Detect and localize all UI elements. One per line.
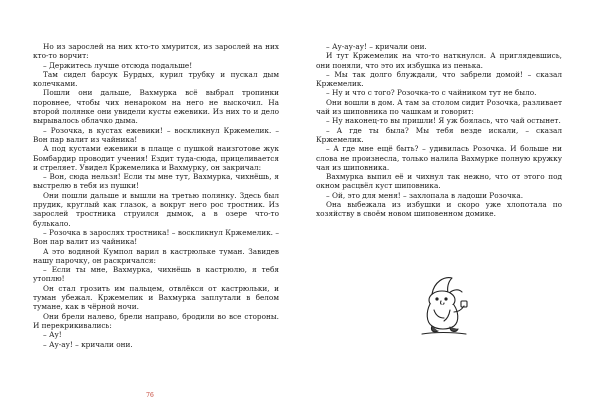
paragraph: Они пошли дальше и вышли на третью полянку. Здесь был прудик, круглый как глазок, а вокруг него рос тростник. Из зарослей тростника струился дымок, а в озере что-то булькало. bbox=[33, 190, 279, 228]
paragraph: – Ну наконец-то вы пришли! Я уж боялась, что чай остынет. bbox=[326, 116, 561, 126]
paragraph: – Ау! bbox=[43, 330, 62, 340]
cartoon-gnome-illustration bbox=[414, 274, 472, 336]
paragraph: – Если ты мне, Вахмурка, чихнёшь в кастрюлю, я тебя утоплю! bbox=[33, 265, 279, 284]
paragraph: – А где ты была? Мы тебя везде искали, – сказал Кржемелик. bbox=[316, 125, 562, 144]
left-text-column bbox=[33, 42, 279, 349]
paragraph: – Розочка в зарослях тростника! – воскликнул Кржемелик. – Вон пар валит из чайника! bbox=[33, 227, 279, 247]
paragraph: А это водяной Кумпол варил в кастрюльке туман. Завидев нашу парочку, он раскричался: bbox=[33, 246, 279, 265]
paragraph: – А где мне ещё быть? – удивилась Розочка. И больше ни слова не произнесла, только налила Вахмурке полную кружку чая из шиповника. bbox=[316, 144, 562, 172]
paragraph: – Вон, сюда нельзя! Если ты мне тут, Вахмурка, чихнёшь, я выстрелю в тебя из пушки! bbox=[33, 172, 279, 191]
paragraph: – Мы так долго блуждали, что забрели домой! – сказал Кржемелик. bbox=[316, 69, 562, 89]
paragraph: Вахмурка выпил её и чихнул так нежно, что от этого под окном расцвёл куст шиповника. bbox=[316, 172, 562, 191]
right-page bbox=[300, 0, 600, 412]
paragraph: Они брели налево, брели направо, бродили во все стороны. И перекрикивались: bbox=[33, 311, 279, 330]
paragraph: – Ой, это для меня! – захлопала в ладоши Розочка. bbox=[326, 190, 524, 200]
paragraph: – Ау-ау-ау! – кричали они. bbox=[326, 42, 427, 51]
paragraph: Пошли они дальше, Вахмурка всё выбрал тропинки поровнее, чтобы чих ненароком на него не выскочил. На второй полянке они увидели кусты ежевики. Из них то и дело вырывалось облачко дыма. bbox=[33, 88, 279, 126]
page-number: 76 bbox=[146, 392, 154, 399]
paragraph: – Ну и что с того? Розочка-то с чайником тут не было. bbox=[326, 88, 537, 98]
paragraph: Но из зарослей на них кто-то хмурится, из зарослей на них кто-то ворчит: bbox=[33, 42, 279, 61]
paragraph: Он стал грозить им пальцем, отвлёкся от кастрюльки, и туман убежал. Кржемелик и Вахмурка заплутали в белом тумане, как в чёрной ночи. bbox=[33, 283, 279, 312]
paragraph: – Розочка, в кустах ежевики! – воскликнул Кржемелик. – Вон пар валит из чайника! bbox=[33, 125, 279, 144]
paragraph: И тут Кржемелик на что-то наткнулся. А приглядевшись, они поняли, что это их избушка из пенька. bbox=[316, 51, 562, 70]
paragraph: Она выбежала из избушки и скоро уже хлопотала по хозяйству в своём новом шиповенном домике. bbox=[316, 200, 562, 219]
right-text-column bbox=[316, 42, 562, 219]
paragraph: Там сидел барсук Бурдых, курил трубку и пускал дым колечками. bbox=[33, 69, 279, 89]
paragraph: А под кустами ежевики в плаще с пушкой наизготове жук Бомбардир проводит учения! Ездит туда-сюда, прицеливается и стреляет. Увидел Кржемелика и Вахмурку, он закричал: bbox=[33, 144, 279, 172]
paragraph: Они вошли в дом. А там за столом сидит Розочка, разливает чай из шиповника по чашкам и говорит: bbox=[316, 97, 562, 117]
paragraph: – Держитесь лучше отсюда подальше! bbox=[43, 60, 193, 70]
paragraph: – Ау-ау! – кричали они. bbox=[43, 339, 133, 349]
